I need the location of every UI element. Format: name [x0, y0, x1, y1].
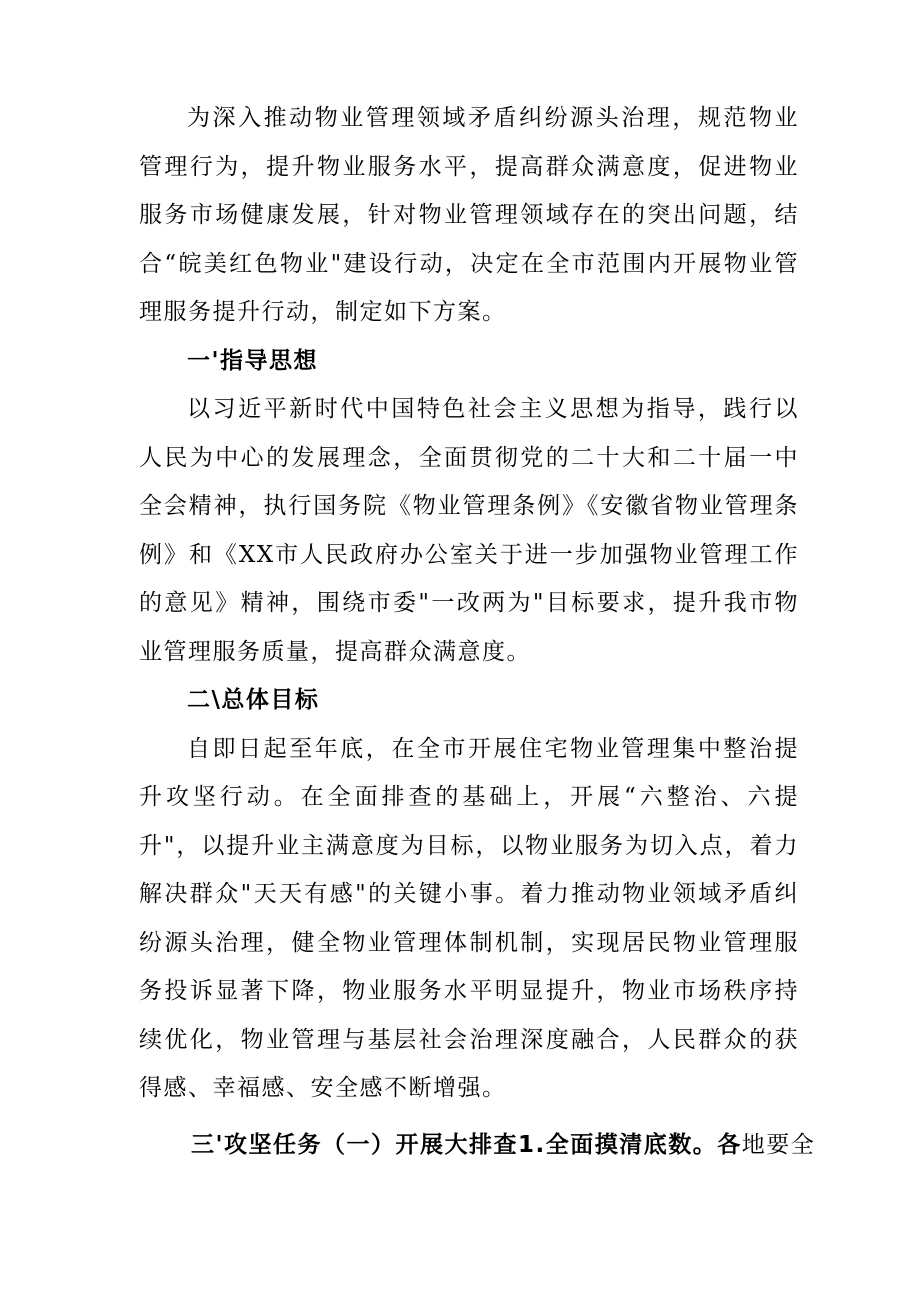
- section-3-text: 地要全: [741, 1131, 816, 1158]
- section-1-paragraph: 以习近平新时代中国特色社会主义思想为指导，践行以人民为中心的发展理念，全面贯彻党的二十大和二十届一中全会精神，执行国务院《物业管理条例》《安徽省物业管理条例》和《XX市人民政府办公室关于进一步加强物业管理工作的意见》精神，围绕市委"一改两为"目标要求，提升我市物业管理服务质量，提高群众满意度。: [139, 396, 799, 665]
- document-body: [139, 94, 816, 1169]
- section-1-heading: 一'指导思想: [187, 347, 319, 374]
- section-2-heading: 二\总体目标: [187, 687, 320, 713]
- intro-paragraph: 为深入推动物业管理领域矛盾纠纷源头治理，规范物业管理行为，提升物业服务水平，提高群众满意度，促进物业服务市场健康发展，针对物业管理领域存在的突出问题，结合“皖美红色物业"建设行动，决定在全市范围内开展物业管理服务提升行动，制定如下方案。: [139, 105, 799, 325]
- section-2-paragraph: 自即日起至年底，在全市开展住宅物业管理集中整治提升攻坚行动。在全面排查的基础上，开展“六整治、六提升"，以提升业主满意度为目标，以物业服务为切入点，着力解决群众"天天有感"的关键小事。着力推动物业领域矛盾纠纷源头治理，健全物业管理体制机制，实现居民物业管理服务投诉显著下降，物业服务水平明显提升，物业市场秩序持续优化，物业管理与基层社会治理深度融合，人民群众的获得感、幸福感、安全感不断增强。: [139, 735, 799, 1101]
- section-3-heading: 三'攻坚任务（一）开展大排查1.全面摸清底数。各: [191, 1131, 742, 1158]
- section-3-heading-line: [139, 1121, 816, 1170]
